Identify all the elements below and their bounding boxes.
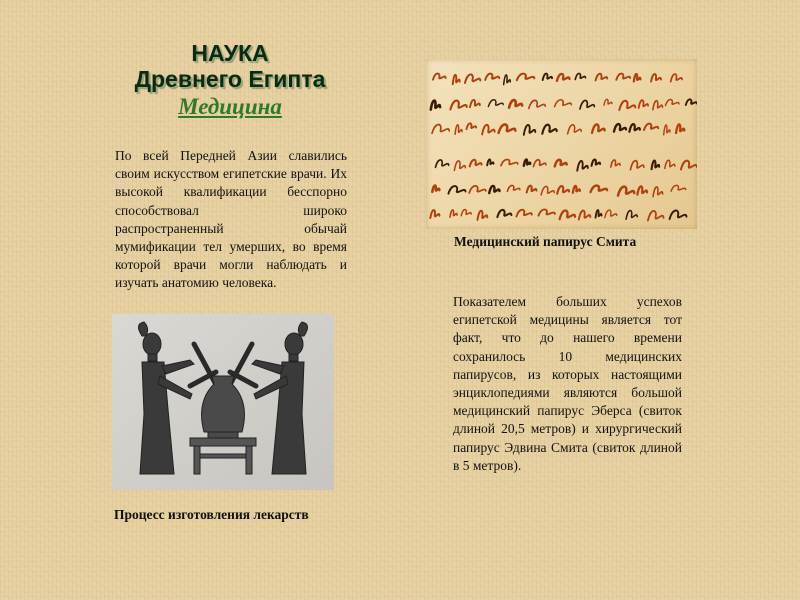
hieratic-glyph [592,160,601,166]
hieratic-glyph [676,124,684,133]
title-line-2: Древнего Египта [134,66,326,92]
hieratic-glyph [575,73,585,79]
hieratic-glyph [524,125,536,135]
hieratic-glyph [637,186,647,194]
hieratic-glyph [432,186,439,192]
hieratic-glyph [487,159,493,165]
hieratic-glyph [626,211,637,220]
hieratic-glyph [671,74,682,82]
hieratic-glyph [516,210,531,217]
hieratic-glyph [543,74,552,80]
hieratic-glyph [461,209,471,215]
papyrus-caption: Медицинский папирус Смита [454,234,637,249]
hieratic-glyph [653,101,663,110]
hieratic-glyph [470,100,480,107]
hieratic-script-drawing [426,59,697,229]
hieratic-glyph [470,160,482,167]
hieratic-glyph [614,124,626,132]
hieratic-glyph [485,74,499,80]
hieratic-glyph [652,161,660,170]
hieratic-glyph [507,185,519,191]
hieratic-glyph [450,210,457,217]
hieratic-glyph [651,74,661,82]
hieratic-glyph [619,101,635,110]
hieratic-glyph [504,75,511,85]
relief-caption: Процесс изготовления лекарств [114,507,309,522]
hieratic-glyph [557,186,569,194]
hieratic-glyph [686,99,697,105]
hieratic-glyph [482,125,494,135]
hieratic-glyph [634,74,641,81]
smith-papyrus-image [426,59,697,229]
hieratic-glyph [579,211,590,220]
hieratic-glyph [431,101,440,110]
hieratic-glyph [527,186,537,193]
hieratic-glyph [477,211,487,220]
paragraph-left: По всей Передней Азии славились своим искусством египетские врачи. Их высокой квалификации бесспорно способствовал широко распространенный обычай мумификации тел умерших, во время которой врачи могли наблюдать и изучать анатомию человека. [115,148,347,291]
hieratic-glyph [432,125,449,134]
hieratic-glyph [670,210,687,219]
hieratic-glyph [499,124,516,133]
hieratic-glyph [557,74,570,81]
hieratic-glyph [611,160,620,167]
hieratic-glyph [604,99,612,105]
hieratic-glyph [555,100,572,107]
title-line-1: НАУКА [191,40,269,66]
hieratic-glyph [430,210,439,218]
hieratic-glyph [488,100,503,107]
hieratic-glyph [580,100,594,109]
hieratic-glyph [489,186,499,193]
hieratic-glyph [435,160,448,167]
hieratic-glyph [653,187,663,197]
hieratic-glyph [629,124,639,132]
hieratic-glyph [644,124,658,130]
hieratic-glyph [517,74,534,81]
hieratic-glyph [560,210,575,219]
hieratic-glyph [671,185,685,191]
hieratic-glyph [466,123,476,129]
hieratic-glyph [665,160,675,168]
hieratic-glyph [605,210,617,218]
hieratic-glyph [529,100,545,108]
hieratic-glyph [454,161,465,171]
medicine-making-relief-image [112,314,334,490]
hieratic-glyph [450,101,466,110]
hieratic-glyph [433,73,446,79]
hieratic-glyph [648,211,664,221]
hieratic-glyph [455,125,462,134]
subtitle: Медицина [178,94,282,119]
relief-drawing [112,314,334,490]
hieratic-glyph [577,161,588,171]
hieratic-glyph [509,100,522,108]
hieratic-glyph [524,160,530,166]
hieratic-glyph [664,125,670,135]
hieratic-glyph [639,100,648,108]
title-block [95,40,365,120]
hieratic-glyph [448,186,465,194]
hieratic-glyph [541,186,554,195]
hieratic-glyph [630,161,643,170]
hieratic-glyph [616,74,630,80]
hieratic-glyph [592,124,605,132]
hieratic-glyph [453,75,460,84]
hieratic-glyph [665,99,678,105]
hieratic-glyph [555,160,567,167]
hieratic-glyph [596,74,608,81]
hieratic-glyph [469,186,486,193]
hieratic-glyph [533,160,545,167]
hieratic-glyph [501,159,518,165]
hieratic-glyph [596,210,602,218]
hieratic-glyph [591,186,607,192]
hieratic-glyph [618,187,634,196]
hieratic-glyph [465,74,480,83]
hieratic-glyph [542,125,556,134]
hieratic-glyph [573,186,580,193]
hieratic-glyph [538,209,554,215]
paragraph-right: Показателем больших успехов египетской медицины является тот факт, что до нашего времени сохранилось 10 медицинских папирусов, из которых настоящими энциклопедиями являются большой медицинский папирус Эберса (свиток длиной 20,5 метров) и хирургический папирус Эдвина Смита (свиток длиной в 5 метров). [453,294,682,473]
hieratic-glyph [568,125,582,134]
hieratic-glyph [497,210,511,217]
hieratic-glyph [681,161,697,170]
